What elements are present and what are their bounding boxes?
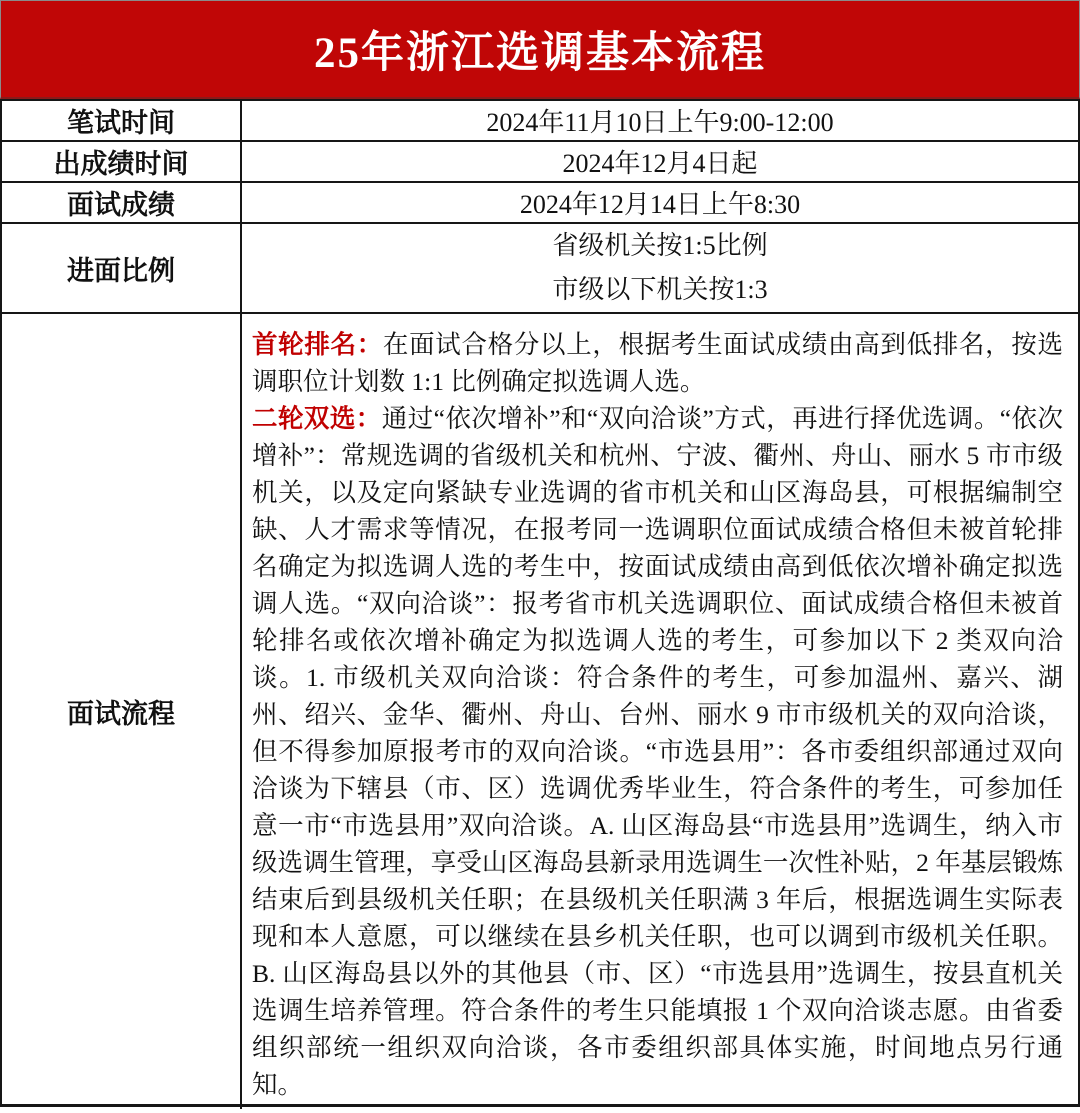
row-value-written-exam-time: 2024年11月10日上午9:00-12:00 [486,108,834,137]
row-label-written-exam-time: 笔试时间 [2,101,242,140]
flow-paragraph-first-round [252,326,1063,400]
row-value-interview-ratio [242,224,1078,312]
table-row-interview-ratio [2,224,1078,314]
interview-process-text [242,314,1078,1109]
second-round-lead: 二轮双选： [252,404,382,433]
process-table [0,99,1080,1107]
flow-paragraph-second-round [252,400,1063,1103]
first-round-lead: 首轮排名： [252,330,383,359]
ratio-line-provincial: 省级机关按1:5比例 [552,231,768,260]
row-label-interview-score: 面试成绩 [2,183,242,222]
row-value-interview-score: 2024年12月14日上午8:30 [519,190,801,219]
page-title: 25年浙江选调基本流程 [314,29,766,77]
ratio-line-municipal: 市级以下机关按1:3 [552,275,768,304]
row-label-score-release-time: 出成绩时间 [2,142,242,181]
table-row-interview-score [2,183,1078,224]
row-label-interview-ratio: 进面比例 [2,224,242,312]
row-label-interview-process: 面试流程 [2,314,242,1109]
table-row-interview-process [2,314,1078,1109]
row-value-score-release-time: 2024年12月4日起 [562,149,758,178]
table-row-score-release-time [2,142,1078,183]
first-round-text: 在面试合格分以上，根据考生面试成绩由高到低排名，按选调职位计划数 1:1 比例确定拟选调人选。 [252,330,1063,396]
table-row-written-exam-time [2,101,1078,142]
second-round-text: 通过“依次增补”和“双向洽谈”方式，再进行择优选调。“依次增补”：常规选调的省级机关和杭州、宁波、衢州、舟山、丽水 5 市市级机关，以及定向紧缺专业选调的省市机关和山区海岛县，可根据编制空缺、人才需求等情况，在报考同一选调职位面试成绩合格但未被首轮排名确定为拟选调人选的考生中，按面试成绩由高到低依次增补确定拟选调人选。“双向洽谈”：报考省市机关选调职位、面试成绩合格但未被首轮排名或依次增补确定为拟选调人选的考生，可参加以下 2 类双向洽谈。1. 市级机关双向洽谈：符合条件的考生，可参加温州、嘉兴、湖州、绍兴、金华、衢州、舟山、台州、丽水 9 市市级机关的双向洽谈，但不得参加原报考市的双向洽谈。“市选县用”：各市委组织部通过双向洽谈为下辖县（市、区）选调优秀毕业生，符合条件的考生，可参加任意一市“市选县用”双向洽谈。A. 山区海岛县“市选县用”选调生，纳入市级选调生管理，享受山区海岛县新录用选调生一次性补贴，2 年基层锻炼结束后到县级机关任职；在县级机关任职满 3 年后，根据选调生实际表现和本人意愿，可以继续在县乡机关任职，也可以调到市级机关任职。B. 山区海岛县以外的其他县（市、区）“市选县用”选调生，按县直机关选调生培养管理。符合条件的考生只能填报 1 个双向洽谈志愿。由省委组织部统一组织双向洽谈，各市委组织部具体实施，时间地点另行通知。 [252,404,1063,1099]
title-banner [0,0,1080,99]
